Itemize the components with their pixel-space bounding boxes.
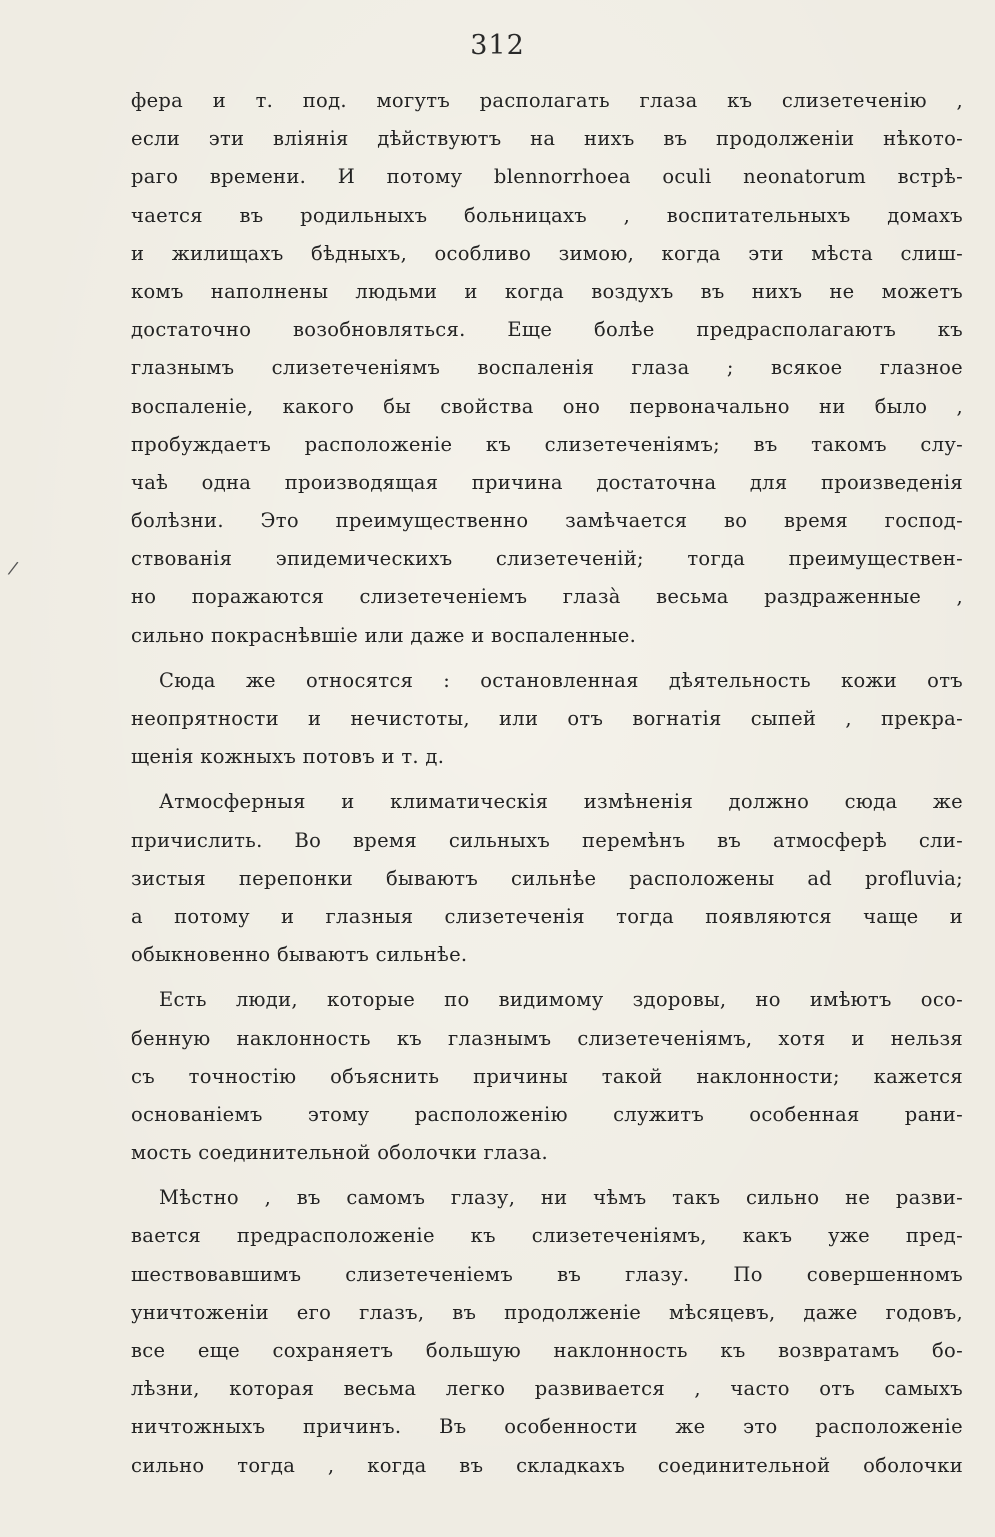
paragraph-3 <box>131 783 963 974</box>
text-line: неопрятности и нечистоты, или отъ вогнатія сыпей , прекра- <box>131 707 963 730</box>
page-number: 312 <box>470 30 525 61</box>
text-line: сильно покраснѣвшіе или даже и воспаленные. <box>131 623 637 647</box>
text-line: фера и т. под. могутъ располагать глаза къ слизетеченію , <box>131 89 963 112</box>
text-line: щенія кожныхъ потовъ и т. д. <box>131 745 445 769</box>
body-text <box>131 82 963 1485</box>
text-line: все еще сохраняетъ большую наклонность къ возвратамъ бо- <box>131 1339 963 1362</box>
text-line: лѣзни, которая весьма легко развивается , часто отъ самыхъ <box>131 1377 963 1401</box>
text-line: основаніемъ этому расположенію служитъ особенная рани- <box>131 1102 963 1126</box>
text-line: болѣзни. Это преимущественно замѣчается во время господ- <box>131 509 963 533</box>
text-line: если эти вліянія дѣйствуютъ на нихъ въ продолженіи нѣкото- <box>131 127 963 151</box>
text-line: и жилищахъ бѣдныхъ, особливо зимою, когда эти мѣста слиш- <box>131 241 963 265</box>
paragraph-2 <box>131 662 963 777</box>
text-line: чаѣ одна производящая причина достаточна для произведенія <box>131 470 963 494</box>
text-line: мость соединительной оболочки глаза. <box>131 1141 549 1165</box>
text-line: чается въ родильныхъ больницахъ , воспитательныхъ домахъ <box>131 203 963 227</box>
text-line: глазнымъ слизетеченіямъ воспаленія глаза ; всякое глазное <box>131 356 963 380</box>
text-line: съ точностію объяснить причины такой наклонности; кажется <box>131 1064 963 1088</box>
text-line: вается предрасположеніе къ слизетеченіямъ, какъ уже пред- <box>131 1224 963 1248</box>
text-line: раго времени. И потому blennorrhoea oculi neonatorum встрѣ- <box>131 165 963 189</box>
text-line: уничтоженіи его глазъ, въ продолженіе мѣсяцевъ, даже годовъ, <box>131 1300 963 1324</box>
paragraph-5 <box>131 1179 963 1485</box>
text-line: пробуждаетъ расположеніе къ слизетеченіямъ; въ такомъ слу- <box>131 432 963 456</box>
text-line: сильно тогда , когда въ складкахъ соединительной оболочки <box>131 1453 963 1477</box>
text-line: шествовавшимъ слизетеченіемъ въ глазу. По совершенномъ <box>131 1262 963 1286</box>
text-line: воспаленіе, какого бы свойства оно первоначально ни было , <box>131 394 963 418</box>
text-line: а потому и глазныя слизетеченія тогда появляются чаще и <box>131 904 963 928</box>
text-line: ничтожныхъ причинъ. Въ особенности же это расположеніе <box>131 1415 963 1439</box>
text-line: комъ наполнены людьми и когда воздухъ въ нихъ не можетъ <box>131 279 963 303</box>
paragraph-4 <box>131 981 963 1172</box>
text-line: но поражаются слизетеченіемъ глазà весьма раздраженные , <box>131 585 963 609</box>
text-line: Атмосферныя и климатическія измѣненія должно сюда же <box>159 790 963 814</box>
margin-mark: / <box>6 557 20 580</box>
text-line: Сюда же относятся : остановленная дѣятельность кожи отъ <box>159 668 963 692</box>
text-line: Мѣстно , въ самомъ глазу, ни чѣмъ такъ сильно не разви- <box>159 1186 963 1210</box>
text-line: бенную наклонность къ глазнымъ слизетеченіямъ, хотя и нельзя <box>131 1026 963 1050</box>
text-line: обыкновенно бываютъ сильнѣе. <box>131 943 468 967</box>
text-line: Есть люди, которые по видимому здоровы, но имѣютъ осо- <box>159 988 963 1012</box>
paragraph-1 <box>131 82 963 655</box>
text-line: зистыя перепонки бываютъ сильнѣе расположены ad profluvia; <box>131 866 963 890</box>
text-line: ствованія эпидемическихъ слизетеченій; тогда преимуществен- <box>131 547 963 571</box>
text-line: причислить. Во время сильныхъ перемѣнъ въ атмосферѣ сли- <box>131 828 963 852</box>
text-line: достаточно возобновляться. Еще болѣе предрасполагаютъ къ <box>131 318 963 342</box>
